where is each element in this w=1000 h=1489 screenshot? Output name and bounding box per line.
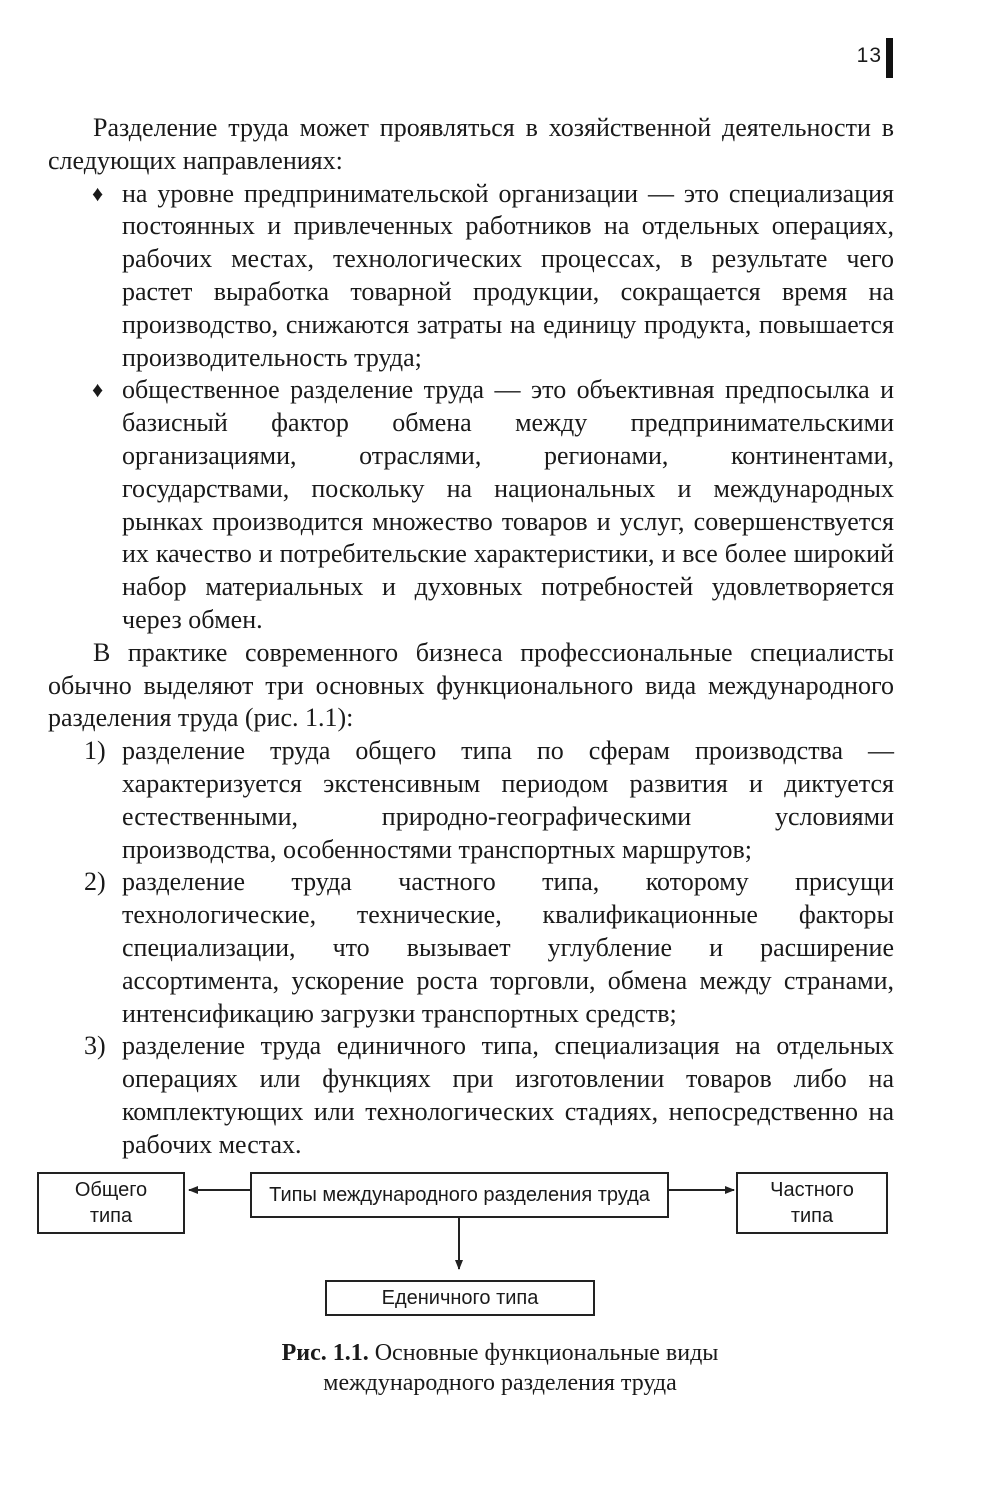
numbered-item [48,866,894,1030]
diamond-bullet-icon: ♦ [92,377,104,403]
bullet-item [48,374,894,636]
bullet-text: на уровне предпринимательской организации — это специализация постоянных и привлеченных работников на отдельных операциях, рабочих местах, технологических процессах, в результате чего растет выработка товарной продукции, сокращается время на производство, снижаются затраты на единицу продукта, повышается производительность труда; [122,178,894,372]
numbered-item [48,735,894,866]
item-number: 3) [84,1031,106,1061]
box-general-line1: Общего [74,1179,148,1201]
box-private-type [736,1172,888,1234]
figure-caption [150,1338,850,1398]
box-private-line2: типа [790,1205,834,1227]
intro-paragraph: Разделение труда может проявляться в хозяйственной деятельности в следующих направлениях: [48,113,894,175]
item-number: 1) [84,736,106,766]
figure-diagram [0,1160,1000,1330]
item-number: 2) [84,867,106,897]
page-marker-bar [886,38,893,78]
bullet-text: общественное разделение труда — это объективная предпосылка и базисный фактор обмена между предпринимательскими организациями, отраслями, регионами, континентами, государствами, поскольку на национальных и международных рынках производится множество товаров и услуг, совершенствуется их качество и потребительские характеристики, и все более широкий набор материальных и духовных потребностей удовлетворяется через обмен. [122,375,894,634]
caption-line1: Основные функциональные виды [374,1340,719,1366]
box-center-types [250,1172,669,1218]
box-single-label: Еденичного типа [381,1287,539,1309]
box-general-line2: типа [89,1205,133,1227]
caption-label: Рис. 1.1. [281,1340,369,1366]
caption-line2: международного разделения труда [323,1370,677,1396]
box-center-label: Типы международного разделения труда [269,1184,650,1206]
second-paragraph: В практике современного бизнеса профессиональные специалисты обычно выделяют три основных функционального вида международного разделения труда (рис. 1.1): [48,637,894,733]
box-private-line1: Частного [770,1179,854,1201]
numbered-text: разделение труда единичного типа, специализация на отдельных операциях или функциях при изготовлении товаров либо на комплектующих или технологических стадиях, непосредственно на рабочих местах. [122,1031,894,1159]
numbered-text: разделение труда частного типа, которому присущи технологические, технические, квалификационные факторы специализации, что вызывает углубление и расширение ассортимента, ускорение роста торговли, обмена между странами, интенсификацию загрузки транспортных средств; [122,867,894,1028]
numbered-item [48,1030,894,1161]
box-single-type [325,1280,595,1316]
diamond-bullet-icon: ♦ [92,180,104,206]
numbered-text: разделение труда общего типа по сферам производства — характеризуется экстенсивным периодом развития и диктуется естественными, природно-географическими условиями производства, особенностями транспортных маршрутов; [122,736,894,864]
page-number: 13 [856,44,882,67]
bullet-item [48,178,894,375]
body-text [48,112,894,1162]
box-general-type [37,1172,185,1234]
